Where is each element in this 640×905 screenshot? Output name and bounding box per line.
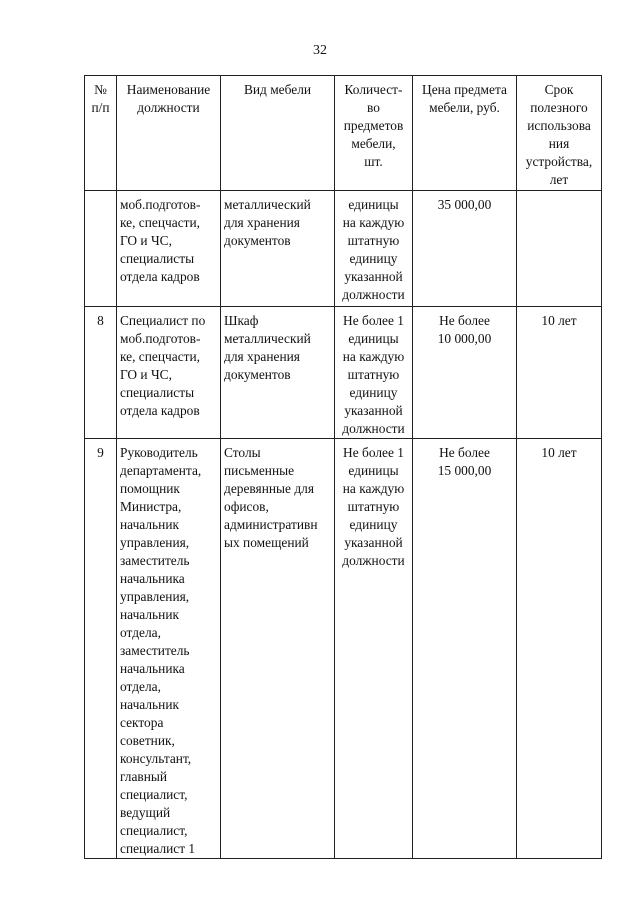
- cell-position: моб.подготов- ке, спецчасти, ГО и ЧС, специалисты отдела кадров: [117, 191, 221, 307]
- table-header-row: [85, 76, 602, 191]
- cell-number: [85, 191, 117, 307]
- cell-quantity: Не более 1 единицы на каждую штатную единицу указанной должности: [335, 439, 413, 859]
- cell-furniture-type: металлический для хранения документов: [221, 191, 335, 307]
- cell-price: Не более 15 000,00: [413, 439, 517, 859]
- header-furniture-type: Вид мебели: [221, 76, 335, 191]
- cell-furniture-type: Шкаф металлический для хранения документов: [221, 307, 335, 439]
- header-useful-life: Срок полезного использова ния устройства, лет: [517, 76, 602, 191]
- cell-useful-life: [517, 191, 602, 307]
- cell-quantity: Не более 1 единицы на каждую штатную единицу указанной должности: [335, 307, 413, 439]
- cell-position: Специалист по моб.подготов- ке, спецчасти, ГО и ЧС, специалисты отдела кадров: [117, 307, 221, 439]
- cell-quantity: единицы на каждую штатную единицу указанной должности: [335, 191, 413, 307]
- cell-useful-life: 10 лет: [517, 439, 602, 859]
- furniture-table: [84, 75, 602, 859]
- header-price: Цена предмета мебели, руб.: [413, 76, 517, 191]
- cell-number: 9: [85, 439, 117, 859]
- cell-number: 8: [85, 307, 117, 439]
- header-number: № п/п: [85, 76, 117, 191]
- header-quantity: Количест- во предметов мебели, шт.: [335, 76, 413, 191]
- header-position: Наименование должности: [117, 76, 221, 191]
- cell-price: 35 000,00: [413, 191, 517, 307]
- cell-position: Руководитель департамента, помощник Министра, начальник управления, заместитель начальника управления, начальник отдела, заместитель начальника отдела, начальник сектора советник, консультант, главный специалист, ведущий специалист, специалист 1: [117, 439, 221, 859]
- table-row: [85, 439, 602, 859]
- table-row: [85, 307, 602, 439]
- cell-useful-life: 10 лет: [517, 307, 602, 439]
- cell-furniture-type: Столы письменные деревянные для офисов, административн ых помещений: [221, 439, 335, 859]
- table-row: [85, 191, 602, 307]
- page-number: 32: [313, 43, 327, 58]
- cell-price: Не более 10 000,00: [413, 307, 517, 439]
